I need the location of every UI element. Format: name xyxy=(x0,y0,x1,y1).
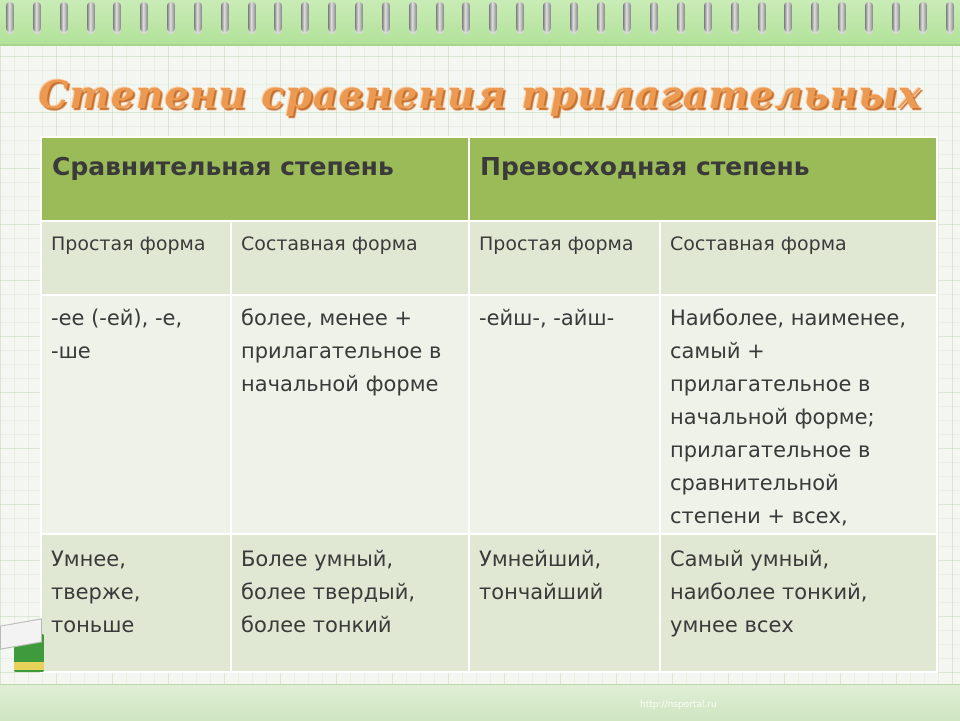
spiral-ring xyxy=(623,2,631,32)
subheader-compound-superlative: Составная форма xyxy=(660,221,937,295)
cell-example-compound-comparative: Более умный, более твердый, более тонкий xyxy=(231,534,469,672)
spiral-ring xyxy=(543,2,551,32)
cell-compound-superlative-rule: Наиболее, наименее, самый + прилагательное в начальной форме; прилагательное в сравнительной степени + всех, xyxy=(660,295,937,534)
spiral-ring xyxy=(731,2,739,32)
subheader-simple-superlative: Простая форма xyxy=(469,221,660,295)
header-comparative: Сравнительная степень xyxy=(41,137,469,221)
spiral-ring xyxy=(892,2,900,32)
cell-example-compound-superlative: Самый умный, наиболее тонкий, умнее всех xyxy=(660,534,937,672)
comparison-table xyxy=(40,136,938,673)
table-subheader-row xyxy=(41,221,937,295)
spiral-ring xyxy=(6,2,14,32)
cell-suffixes-comparative: -ее (-ей), -е, -ше xyxy=(41,295,231,534)
spiral-ring xyxy=(301,2,309,32)
spiral-ring xyxy=(436,2,444,32)
spiral-ring xyxy=(248,2,256,32)
spiral-ring xyxy=(113,2,121,32)
table-row-rules xyxy=(41,295,937,534)
spiral-ring xyxy=(650,2,658,32)
spiral-ring xyxy=(704,2,712,32)
spiral-ring xyxy=(33,2,41,32)
spiral-ring xyxy=(597,2,605,32)
spiral-ring xyxy=(516,2,524,32)
spiral-ring xyxy=(570,2,578,32)
spiral-ring xyxy=(409,2,417,32)
spiral-ring xyxy=(355,2,363,32)
spiral-ring xyxy=(489,2,497,32)
spiral-ring xyxy=(328,2,336,32)
spiral-ring xyxy=(221,2,229,32)
header-superlative: Превосходная степень xyxy=(469,137,937,221)
spiral-ring xyxy=(194,2,202,32)
spiral-ring xyxy=(784,2,792,32)
spiral-ring xyxy=(167,2,175,32)
cell-suffixes-superlative: -ейш-, -айш- xyxy=(469,295,660,534)
cell-example-simple-comparative: Умнее, тверже, тоньше xyxy=(41,534,231,672)
table-header-row xyxy=(41,137,937,221)
spiral-ring xyxy=(60,2,68,32)
table-row-examples xyxy=(41,534,937,672)
spiral-ring xyxy=(758,2,766,32)
spiral-ring xyxy=(838,2,846,32)
spiral-ring xyxy=(677,2,685,32)
spiral-binding-icon xyxy=(0,0,960,40)
spiral-ring xyxy=(946,2,954,32)
spiral-ring xyxy=(382,2,390,32)
subheader-compound-comparative: Составная форма xyxy=(231,221,469,295)
spiral-ring xyxy=(140,2,148,32)
spiral-ring xyxy=(919,2,927,32)
spiral-ring xyxy=(462,2,470,32)
spiral-ring xyxy=(811,2,819,32)
spiral-ring xyxy=(87,2,95,32)
cell-example-simple-superlative: Умнейший, тончайший xyxy=(469,534,660,672)
bottom-band xyxy=(0,684,960,721)
subheader-simple-comparative: Простая форма xyxy=(41,221,231,295)
book-icon xyxy=(0,620,44,668)
cell-compound-comparative-rule: более, менее + прилагательное в начальной форме xyxy=(231,295,469,534)
page-title: Степени сравнения прилагательных xyxy=(38,72,922,117)
spiral-ring xyxy=(274,2,282,32)
watermark: http://nsportal.ru xyxy=(640,700,717,710)
spiral-ring xyxy=(865,2,873,32)
